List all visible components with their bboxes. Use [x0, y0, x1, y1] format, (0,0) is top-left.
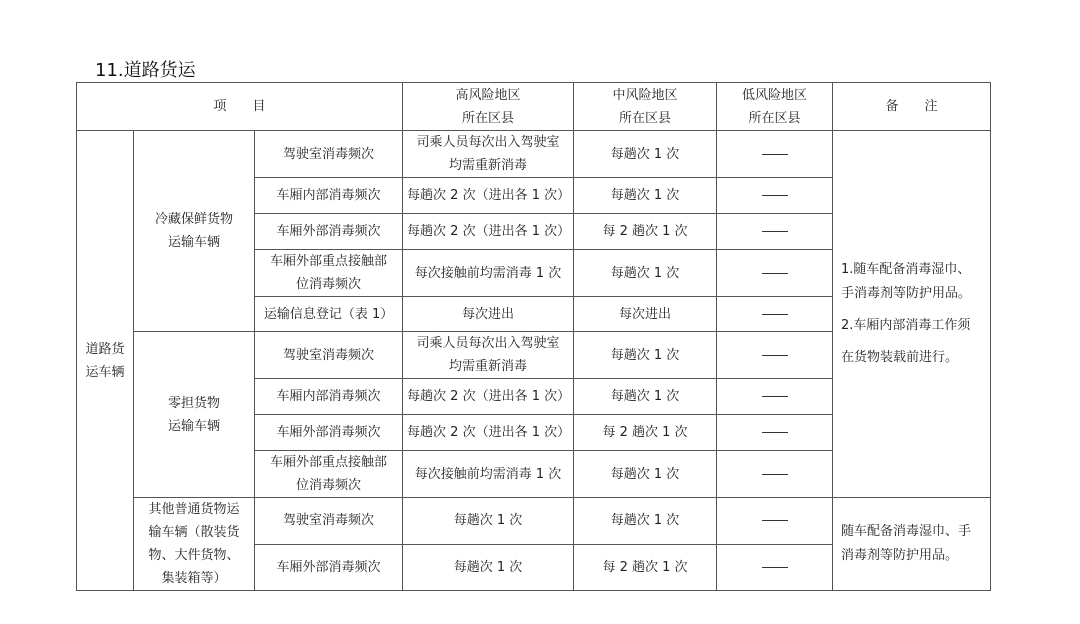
item-cell — [255, 250, 403, 297]
high-line: 每次接触前均需消毒 1 次 — [414, 265, 562, 281]
group-line: 运输车辆 — [167, 235, 220, 250]
high-line: 每趟次 2 次（进出各 1 次） — [407, 224, 571, 239]
category-line2: 运车辆 — [85, 364, 125, 380]
item-line: 运输信息登记（表 1） — [263, 306, 394, 322]
table-row — [77, 498, 991, 545]
low-dash — [762, 314, 788, 315]
remark-gap — [841, 338, 986, 346]
low-cell — [717, 544, 833, 591]
low-cell — [717, 332, 833, 379]
high-cell — [403, 178, 574, 214]
high-cell — [403, 250, 574, 297]
header-low-risk — [717, 83, 833, 131]
low-dash — [762, 195, 788, 196]
header-high-line2: 所在区县 — [462, 110, 515, 126]
mid-cell: 每 2 趟次 1 次 — [574, 544, 717, 591]
item-cell — [255, 415, 403, 451]
low-cell — [717, 250, 833, 297]
high-line: 司乘人员每次出入驾驶室 — [416, 336, 560, 351]
high-cell — [403, 131, 574, 178]
mid-cell: 每趟次 1 次 — [574, 498, 717, 545]
low-cell — [717, 214, 833, 250]
remark1-line: 2.车厢内部消毒工作须 — [841, 318, 971, 333]
high-cell — [403, 332, 574, 379]
remark-cell-1 — [833, 131, 991, 498]
remark2-line: 消毒剂等防护用品。 — [841, 548, 959, 563]
category-cell — [77, 131, 134, 591]
low-dash — [762, 355, 788, 356]
disinfection-table — [76, 82, 991, 591]
header-low-line1: 低风险地区 — [742, 87, 808, 103]
remark1-line: 1.随车配备消毒湿巾、 — [841, 262, 971, 277]
high-line: 每趟次 2 次（进出各 1 次） — [407, 188, 571, 203]
remark2-line: 随车配备消毒湿巾、手 — [841, 524, 972, 539]
item-cell — [255, 379, 403, 415]
header-item: 项 目 — [77, 83, 403, 131]
group-line: 物、大件货物、 — [148, 548, 240, 563]
high-cell — [403, 297, 574, 332]
mid-cell: 每次进出 — [574, 297, 717, 332]
item-cell — [255, 544, 403, 591]
item-line: 车厢外部消毒频次 — [276, 559, 381, 575]
high-cell — [403, 379, 574, 415]
low-cell — [717, 451, 833, 498]
header-mid-risk — [574, 83, 717, 131]
item-cell — [255, 297, 403, 332]
group-line: 零担货物 — [167, 395, 220, 411]
header-mid-line2: 所在区县 — [619, 110, 672, 126]
low-cell — [717, 415, 833, 451]
header-high-line1: 高风险地区 — [455, 87, 521, 103]
high-cell — [403, 451, 574, 498]
group-line: 其他普通货物运 — [148, 502, 240, 517]
item-line: 驾驶室消毒频次 — [283, 146, 375, 162]
group-ltl — [134, 332, 255, 498]
item-cell — [255, 451, 403, 498]
remark-gap — [841, 306, 986, 314]
item-line: 车厢外部消毒频次 — [276, 425, 381, 440]
header-mid-line1: 中风险地区 — [612, 87, 678, 103]
mid-cell: 每 2 趟次 1 次 — [574, 214, 717, 250]
item-line: 车厢内部消毒频次 — [276, 389, 381, 404]
high-line: 每次进出 — [462, 306, 515, 322]
header-low-line2: 所在区县 — [748, 110, 801, 126]
section-title: 11.道路货运 — [95, 60, 196, 81]
item-line: 驾驶室消毒频次 — [283, 347, 375, 363]
low-cell — [717, 131, 833, 178]
item-line: 驾驶室消毒频次 — [283, 513, 375, 529]
high-line: 均需重新消毒 — [449, 158, 528, 173]
group-general — [134, 498, 255, 591]
item-cell — [255, 178, 403, 214]
header-high-risk — [403, 83, 574, 131]
group-line: 集装箱等） — [161, 571, 227, 586]
low-cell — [717, 297, 833, 332]
item-cell — [255, 332, 403, 379]
remark-cell-2 — [833, 498, 991, 591]
mid-cell: 每趟次 1 次 — [574, 451, 717, 498]
low-dash — [762, 432, 788, 433]
low-dash — [762, 396, 788, 397]
high-line: 每趟次 1 次 — [453, 559, 523, 575]
high-cell — [403, 544, 574, 591]
mid-cell: 每 2 趟次 1 次 — [574, 415, 717, 451]
remark1-line: 手消毒剂等防护用品。 — [841, 286, 972, 301]
low-cell — [717, 379, 833, 415]
low-dash — [762, 273, 788, 274]
item-line: 车厢外部重点接触部 — [270, 455, 388, 470]
group-line: 运输车辆 — [167, 418, 220, 434]
item-line: 位消毒频次 — [296, 478, 362, 493]
item-line: 位消毒频次 — [296, 277, 362, 292]
table-header-row — [77, 83, 991, 131]
item-line: 车厢内部消毒频次 — [276, 188, 381, 203]
high-line: 均需重新消毒 — [449, 359, 528, 374]
remark1-line: 在货物装载前进行。 — [841, 350, 959, 365]
high-line: 每趟次 1 次 — [453, 513, 523, 529]
group-cold-chain — [134, 131, 255, 332]
category-line1: 道路货 — [85, 341, 125, 357]
mid-cell: 每趟次 1 次 — [574, 332, 717, 379]
mid-cell: 每趟次 1 次 — [574, 131, 717, 178]
high-cell — [403, 415, 574, 451]
high-line: 每次接触前均需消毒 1 次 — [414, 466, 562, 482]
table-row — [77, 131, 991, 178]
high-cell — [403, 498, 574, 545]
group-line: 冷藏保鲜货物 — [154, 212, 233, 227]
header-remark: 备 注 — [833, 83, 991, 131]
group-line: 输车辆（散装货 — [148, 525, 240, 540]
mid-cell: 每趟次 1 次 — [574, 250, 717, 297]
item-cell — [255, 214, 403, 250]
low-cell — [717, 178, 833, 214]
high-line: 司乘人员每次出入驾驶室 — [416, 135, 560, 150]
low-dash — [762, 474, 788, 475]
low-cell — [717, 498, 833, 545]
item-cell — [255, 498, 403, 545]
low-dash — [762, 567, 788, 568]
mid-cell: 每趟次 1 次 — [574, 379, 717, 415]
low-dash — [762, 154, 788, 155]
high-line: 每趟次 2 次（进出各 1 次） — [407, 389, 571, 404]
high-line: 每趟次 2 次（进出各 1 次） — [407, 425, 571, 440]
mid-cell: 每趟次 1 次 — [574, 178, 717, 214]
item-line: 车厢外部消毒频次 — [276, 224, 381, 239]
low-dash — [762, 520, 788, 521]
item-line: 车厢外部重点接触部 — [270, 254, 388, 269]
item-cell — [255, 131, 403, 178]
low-dash — [762, 231, 788, 232]
high-cell — [403, 214, 574, 250]
